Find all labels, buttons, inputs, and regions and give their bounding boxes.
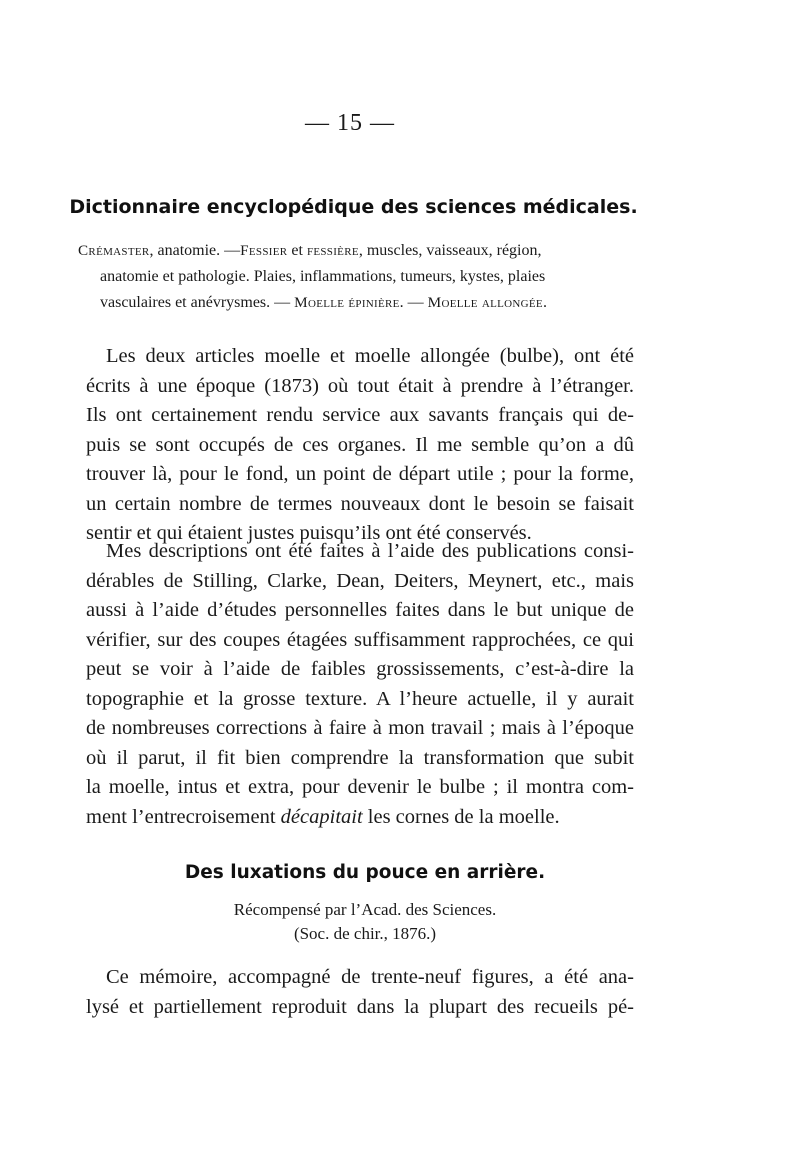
section-title-luxations: Des luxations du pouce en arrière. [184,862,546,883]
source-note: (Soc. de chir., 1876.) [293,924,437,943]
text-line: peut se voir à l’aide de faibles grossissements, c’est-à-dire la [86,658,634,680]
text-line: écrits à une époque (1873) où tout était à prendre à l’étranger. [86,374,634,397]
text-line: où il parut, il fit bien comprendre la transformation que subit [86,746,634,769]
text-line: Ce mémoire, accompagné de trente-neuf figures, a été ana- [106,966,634,988]
text-line: la moelle, intus et extra, pour devenir le bulbe ; il montra com- [86,776,634,798]
text-line: un certain nombre de termes nouveaux dont le besoin se faisait [86,492,634,515]
text-line: vérifier, sur des coupes étagées suffisamment rapprochées, ce qui [86,628,634,651]
text-line: Ils ont certainement rendu service aux savants français qui de- [86,404,634,426]
section-title-dictionnaire: Dictionnaire encyclopédique des sciences médicales. [69,196,638,218]
award-note: Récompensé par l’Acad. des Sciences. [233,900,497,919]
text-line: lysé et partiellement reproduit dans la plupart des recueils pé- [86,995,634,1018]
page-number: — 15 — [305,110,395,136]
text-line: aussi à l’aide d’études personnelles faites dans le but unique de [86,599,634,621]
paragraph-moelle [86,342,634,549]
text-line: topographie et la grosse texture. A l’heure actuelle, il y aurait [86,687,634,710]
article-line: Crémaster, anatomie. —Fessier et fessière, muscles, vaisseaux, région, [78,242,542,259]
text-line: Les deux articles moelle et moelle allongée (bulbe), ont été [106,345,634,367]
text-line: puis se sont occupés de ces organes. Il me semble qu’on a dû [86,433,634,456]
text-line: trouver là, pour le fond, un point de départ utile ; pour la forme, [86,463,634,485]
paragraph-memoire [86,963,634,1022]
article-list [78,238,626,316]
article-line: vasculaires et anévrysmes. — Moelle épinière. — Moelle allongée. [100,294,547,311]
text-line: ment l’entrecroisement décapitait les cornes de la moelle. [86,805,560,828]
italic-word: décapitait [280,805,363,828]
text-line: Mes descriptions ont été faites à l’aide des publications consi- [106,540,634,562]
text-line: de nombreuses corrections à faire à mon travail ; mais à l’époque [86,717,634,739]
article-line: anatomie et pathologie. Plaies, inflammations, tumeurs, kystes, plaies [100,268,546,285]
text-line: dérables de Stilling, Clarke, Dean, Deiters, Meynert, etc., mais [86,569,634,592]
paragraph-descriptions [86,537,634,832]
text-line: sentir et qui étaient justes puisqu’ils ont été conservés. [86,522,532,544]
